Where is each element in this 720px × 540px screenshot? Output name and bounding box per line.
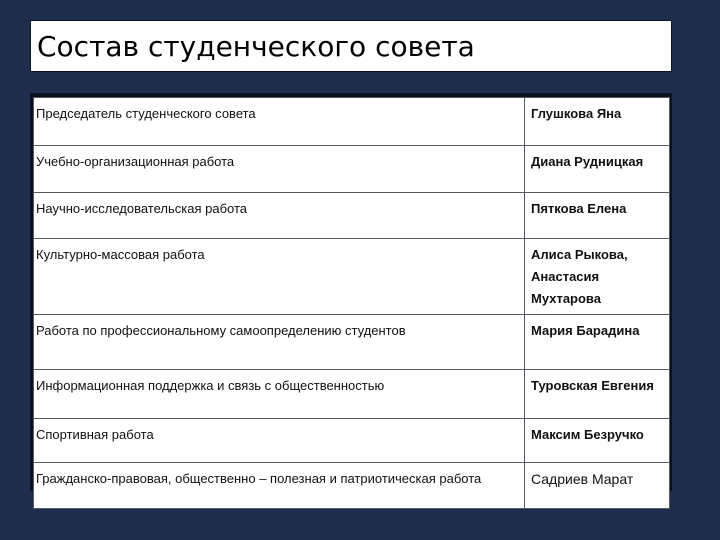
person-cell (525, 98, 670, 146)
table-row (34, 463, 670, 509)
person-cell (525, 193, 670, 239)
council-table (33, 97, 670, 509)
person-cell (525, 146, 670, 193)
person-name: Глушкова Яна (531, 106, 622, 121)
table-row (34, 193, 670, 239)
role-cell: Спортивная работа (34, 419, 525, 463)
person-name: Туровская Евгения (531, 378, 654, 393)
person-name: Диана Рудницкая (531, 154, 644, 169)
table-row (34, 98, 670, 146)
role-cell: Культурно-массовая работа (34, 239, 525, 315)
person-cell (525, 463, 670, 509)
person-name: Анастасия Мухтарова (531, 269, 601, 306)
title-box (30, 20, 672, 72)
table-row (34, 146, 670, 193)
person-name: Мария Барадина (531, 323, 640, 338)
table-row (34, 370, 670, 419)
person-name: Садриев Марат (531, 471, 634, 487)
role-cell: Научно-исследовательская работа (34, 193, 525, 239)
council-table-frame (30, 93, 672, 491)
person-name: Алиса Рыкова, (531, 247, 628, 262)
person-cell (525, 315, 670, 370)
role-cell: Председатель студенческого совета (34, 98, 525, 146)
person-cell (525, 419, 670, 463)
table-row (34, 239, 670, 315)
person-cell (525, 239, 670, 315)
person-cell (525, 370, 670, 419)
table-row (34, 419, 670, 463)
slide-title: Состав студенческого совета (37, 30, 475, 63)
role-cell: Гражданско-правовая, общественно – полезная и патриотическая работа (34, 463, 525, 509)
person-name: Пяткова Елена (531, 201, 627, 216)
role-cell: Учебно-организационная работа (34, 146, 525, 193)
role-cell: Информационная поддержка и связь с общественностью (34, 370, 525, 419)
person-name: Максим Безручко (531, 427, 644, 442)
table-row (34, 315, 670, 370)
role-cell: Работа по профессиональному самоопределению студентов (34, 315, 525, 370)
